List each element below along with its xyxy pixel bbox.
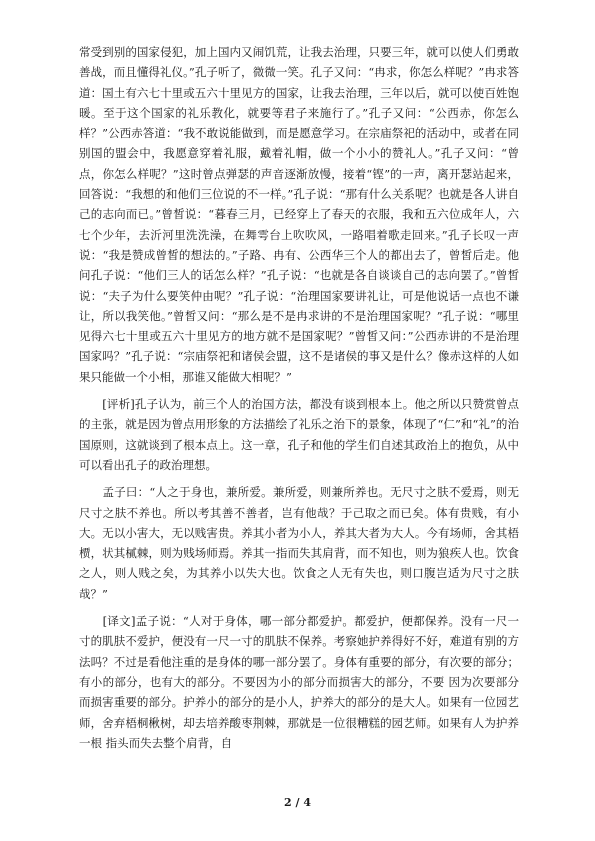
document-body	[79, 42, 519, 753]
page-number: 2 / 4	[284, 796, 311, 809]
paragraph-mencius-quote: 孟子曰：“人之于身也，兼所爱。兼所爱，则兼所养也。无尺寸之肤不爱焉，则无尺寸之肤不养也。所以考其善不善者，岂有他哉？于己取之而已矣。体有贵贱，有小大。无以小害大，无以贱害贵。养其小者为小人，养其大者为大人。今有场师，舍其梧槚，状其樲棘，则为贱场师焉。养其一指而失其肩背，而不知也，则为狼疾人也。饮食之人，则人贱之矣，为其养小以失大也。饮食之人无有失也，则口腹岂适为尺寸之肤哉？”	[79, 485, 519, 601]
paragraph-dialogue: 常受到别的国家侵犯，加上国内又闹饥荒，让我去治理，只要三年，就可以使人们勇敢善战，而且懂得礼仪。”孔子听了，微微一笑。孔子又问：“冉求，你怎么样呢？”冉求答道：国土有六七十里或五六十里见方的国家，让我去治理，三年以后，就可以使百姓饱暖。至于这个国家的礼乐教化，就要等君子来施行了。”孔子又问：“公西赤，你怎么样？”公西赤答道：“我不敢说能做到，而是愿意学习。在宗庙祭祀的活动中，或者在同别国的盟会中，我愿意穿着礼服，戴着礼帽，做一个小小的赞礼人。”孔子又问：“曾点，你怎么样呢？”这时曾点弹瑟的声音逐渐放慢，接着“铿”的一声，离开瑟站起来，回答说：“我想的和他们三位说的不一样。”孔子说：“那有什么关系呢？也就是各人讲自己的志向而已。”曾皙说：“暮春三月，已经穿上了春天的衣服，我和五六位成年人，六七个少年，去沂河里洗洗澡，在舞雩台上吹吹风，一路唱着歌走回来。”孔子长叹一声说：“我是赞成曾皙的想法的。”子路、冉有、公西华三个人的都出去了，曾皙后走。他问孔子说：“他们三人的话怎么样？”孔子说：“也就是各自谈谈自己的志向罢了。”曾皙说：“夫子为什么要笑仲由呢？”孔子说：“治理国家要讲礼让，可是他说话一点也不谦让，所以我笑他。”曾皙又问：“那么是不是冉求讲的不是治理国家呢？”孔子说：“哪里见得六七十里或五六十里见方的地方就不是国家呢？”曾皙又问：”公西赤讲的不是治理国家吗？”孔子说：“宗庙祭祀和诸侯会盟，这不是诸侯的事又是什么？像赤这样的人如果只能做一个小相，那谁又能做大相呢？”	[79, 45, 519, 384]
paragraph-analysis: [评析]孔子认为，前三个人的治国方法，都没有谈到根本上。他之所以只赞赏曾点的主张，就是因为曾点用形象的方法描绘了礼乐之治下的景象，体现了“仁”和“礼”的治国原则，这就谈到了根本点上。这一章，孔子和他的学生们自述其政治上的抱负，从中可以看出孔子的政治理想。	[79, 397, 519, 472]
paragraph-translation: [译文]孟子说：“人对于身体，哪一部分都爱护。都爱护，便都保养。没有一尺一寸的肌肤不爱护，便没有一尺一寸的肌肤不保养。考察她护养得好不好，难道有别的方法吗？不过是看他注重的是身体的哪一部分罢了。身体有重要的部分，有次要的部分；有小的部分，也有大的部分。不要因为小的部分而损害大的部分，不要 因为次要部分而损害重要的部分。护养小的部分的是小人，护养大的部分的是大人。如果有一位园艺师，舍弃梧桐楸树，却去培养酸枣荆棘，那就是一位很糟糕的园艺师。如果有人为护养一根 指头而失去整个肩背，自	[79, 614, 519, 750]
